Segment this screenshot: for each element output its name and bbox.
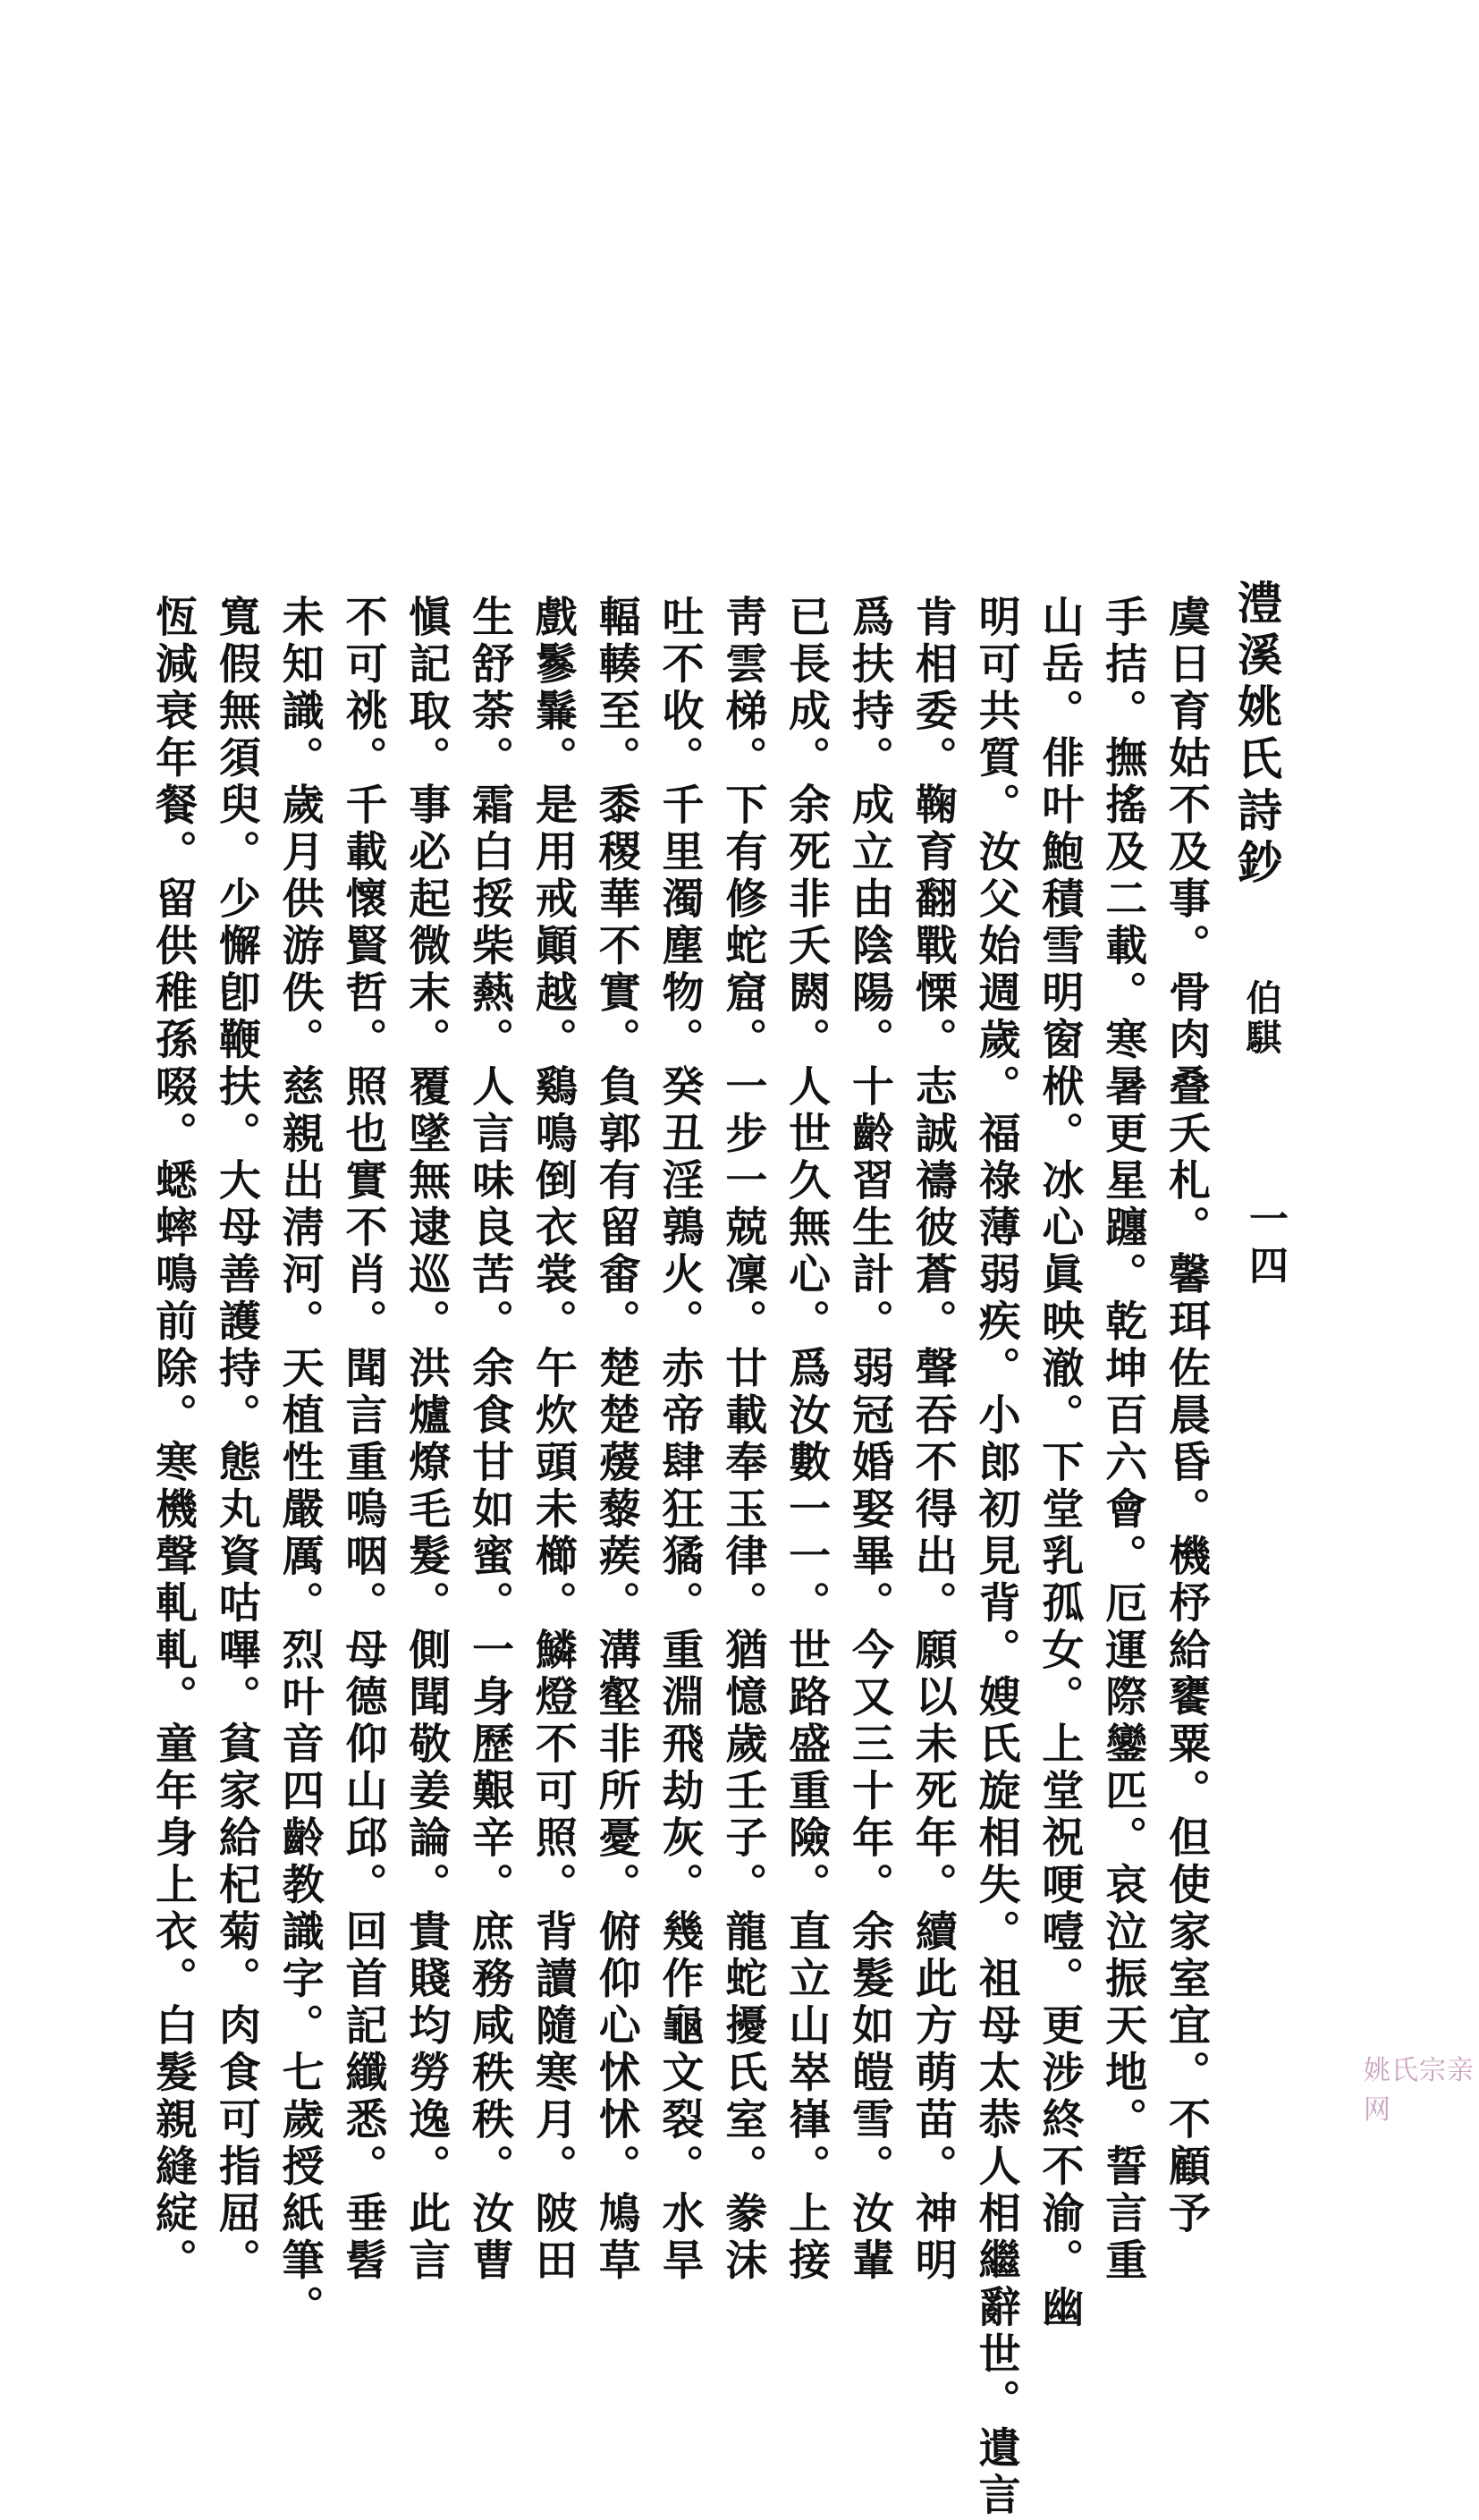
text-column-2: 手拮。撫搖及二載。寒暑更星躔。乾坤百六會。厄運際鑾匹。哀泣振天地。誓言重 <box>1098 595 1148 2285</box>
text-column-5: 肯相委。鞠育翻戰慄。志誠禱彼蒼。聲吞不得出。願以未死年。續此方萌苗。神明 <box>908 595 958 2285</box>
text-column-7: 已長成。余死非夭閼。人世久無心。爲汝數一一。世路盛重險。直立山崒嵂。上接 <box>782 595 832 2285</box>
document-title: 澧溪姚氏詩鈔 <box>1230 579 1283 891</box>
text-column-13: 愼記取。事必起微末。覆墜無逮巡。洪爐燎毛髮。側聞敬姜論。貴賤均勞逸。此言 <box>401 595 452 2285</box>
text-column-16: 寬假無須臾。少懈卽鞭扶。大母善護持。態丸資咕嗶。貧家給杞菊。肉食可指屈。 <box>211 595 261 2285</box>
author-name: 伯騏 <box>1240 979 1282 1058</box>
text-column-14: 不可祧。千載懷賢哲。照也實不肖。聞言重嗚咽。母德仰山邱。回首記纖悉。垂髫 <box>338 595 388 2285</box>
text-column-12: 生舒荼。霜白挼柴爇。人言味良苦。余食甘如蜜。一身歷艱辛。庶務咸秩秩。汝曹 <box>465 595 515 2285</box>
text-column-6: 爲扶持。成立由陰陽。十齡習生計。弱冠婚娶畢。今又三十年。余髮如皚雪。汝輩 <box>844 595 894 2285</box>
page-number: 一四 <box>1242 1198 1288 1291</box>
text-column-10: 輻輳至。黍稷華不實。負郭有留畬。楚楚蕿藜蒺。溝壑非所憂。俯仰心怵怵。鳩草 <box>591 595 641 2285</box>
text-column-4: 明可共質。汝父始週歲。福祿薄弱疾。小郎初見背。嫂氏旋相失。祖母太恭人相繼辭世。遺言 <box>971 595 1021 2520</box>
text-column-11: 戲鬖鬑。是用戒顚越。鷄鳴倒衣裳。午炊頭未櫛。鱗燈不可照。背讀隨寒月。陂田 <box>528 595 578 2285</box>
text-column-1: 虞日育姑不及事。骨肉叠夭札。馨珥佐晨昏。機杼給饔粟。但使家室宜。不顧予 <box>1162 595 1211 2238</box>
site-watermark: 姚氏宗亲网 <box>1364 2055 1475 2126</box>
verse-text-block <box>148 595 1211 2520</box>
text-column-3: 山岳。俳叶鮑積雪明窗栿。冰心眞映澈。下堂乳孤女。上堂祝哽噎。更涉終不渝。幽 <box>1035 595 1085 2332</box>
text-column-9: 吐不收。千里濁塵物。癸丑淫鶉火。赤帝肆狂獝。重淵飛劫灰。幾作龜文裂。水旱 <box>655 595 705 2285</box>
text-column-17: 恆減衰年餐。留供稚孫啜。蟋蟀鳴前除。寒機聲軋軋。童年身上衣。白髮親縫綻。 <box>148 595 198 2285</box>
text-column-15: 未知識。歲月供游佚。慈親出淸河。天植性嚴厲。烈叶音四齡教識字。七歲授紙筆。 <box>275 595 325 2332</box>
text-column-8: 靑雲梯。下有修蛇窟。一步一兢凜。廿載奉玉律。猶憶歲壬子。龍蛇擾氏室。豢沫 <box>718 595 768 2285</box>
